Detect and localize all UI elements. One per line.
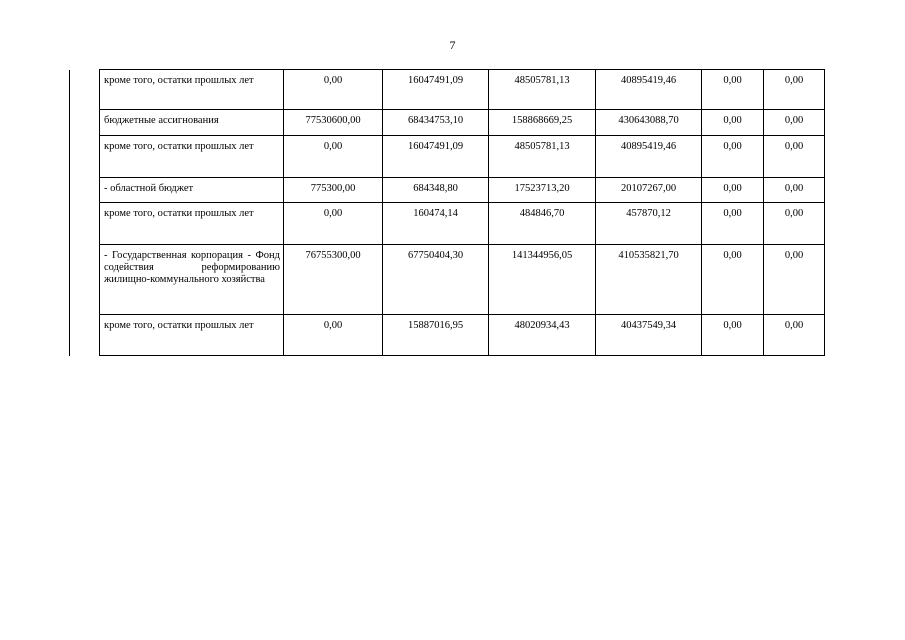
value-cell: 0,00 xyxy=(764,136,825,178)
row-description: кроме того, остатки прошлых лет xyxy=(100,315,284,356)
value-cell: 484846,70 xyxy=(489,203,596,245)
value-cell: 0,00 xyxy=(284,70,383,110)
table-row xyxy=(70,315,825,356)
value-cell: 17523713,20 xyxy=(489,178,596,203)
table-row xyxy=(70,203,825,245)
value-cell: 0,00 xyxy=(284,315,383,356)
value-cell: 0,00 xyxy=(702,178,764,203)
page-number: 7 xyxy=(449,38,456,52)
empty-left-column xyxy=(70,70,100,356)
value-cell: 0,00 xyxy=(702,70,764,110)
table-row xyxy=(70,178,825,203)
row-description: бюджетные ассигнования xyxy=(100,110,284,136)
value-cell: 40895419,46 xyxy=(596,70,702,110)
value-cell: 67750404,30 xyxy=(383,245,489,315)
row-description: кроме того, остатки прошлых лет xyxy=(100,136,284,178)
value-cell: 68434753,10 xyxy=(383,110,489,136)
value-cell: 16047491,09 xyxy=(383,70,489,110)
value-cell: 15887016,95 xyxy=(383,315,489,356)
value-cell: 0,00 xyxy=(764,315,825,356)
value-cell: 40437549,34 xyxy=(596,315,702,356)
row-description: - Государственная корпорация - Фонд содействия реформированию жилищно-коммунального хозяйства xyxy=(100,245,284,315)
value-cell: 0,00 xyxy=(764,110,825,136)
value-cell: 160474,14 xyxy=(383,203,489,245)
value-cell: 0,00 xyxy=(764,70,825,110)
table-row xyxy=(70,136,825,178)
value-cell: 410535821,70 xyxy=(596,245,702,315)
value-cell: 20107267,00 xyxy=(596,178,702,203)
value-cell: 0,00 xyxy=(284,203,383,245)
value-cell: 16047491,09 xyxy=(383,136,489,178)
value-cell: 76755300,00 xyxy=(284,245,383,315)
value-cell: 0,00 xyxy=(702,203,764,245)
value-cell: 0,00 xyxy=(702,315,764,356)
value-cell: 48020934,43 xyxy=(489,315,596,356)
value-cell: 0,00 xyxy=(702,136,764,178)
value-cell: 0,00 xyxy=(284,136,383,178)
table-row xyxy=(70,110,825,136)
value-cell: 48505781,13 xyxy=(489,136,596,178)
row-description: кроме того, остатки прошлых лет xyxy=(100,203,284,245)
value-cell: 430643088,70 xyxy=(596,110,702,136)
value-cell: 775300,00 xyxy=(284,178,383,203)
value-cell: 40895419,46 xyxy=(596,136,702,178)
table-row xyxy=(70,245,825,315)
table-row xyxy=(70,70,825,110)
value-cell: 0,00 xyxy=(702,245,764,315)
value-cell: 48505781,13 xyxy=(489,70,596,110)
value-cell: 77530600,00 xyxy=(284,110,383,136)
value-cell: 0,00 xyxy=(764,178,825,203)
value-cell: 141344956,05 xyxy=(489,245,596,315)
row-description: - областной бюджет xyxy=(100,178,284,203)
value-cell: 684348,80 xyxy=(383,178,489,203)
value-cell: 457870,12 xyxy=(596,203,702,245)
value-cell: 0,00 xyxy=(764,203,825,245)
budget-table xyxy=(69,69,825,356)
row-description: кроме того, остатки прошлых лет xyxy=(100,70,284,110)
value-cell: 0,00 xyxy=(702,110,764,136)
value-cell: 0,00 xyxy=(764,245,825,315)
value-cell: 158868669,25 xyxy=(489,110,596,136)
